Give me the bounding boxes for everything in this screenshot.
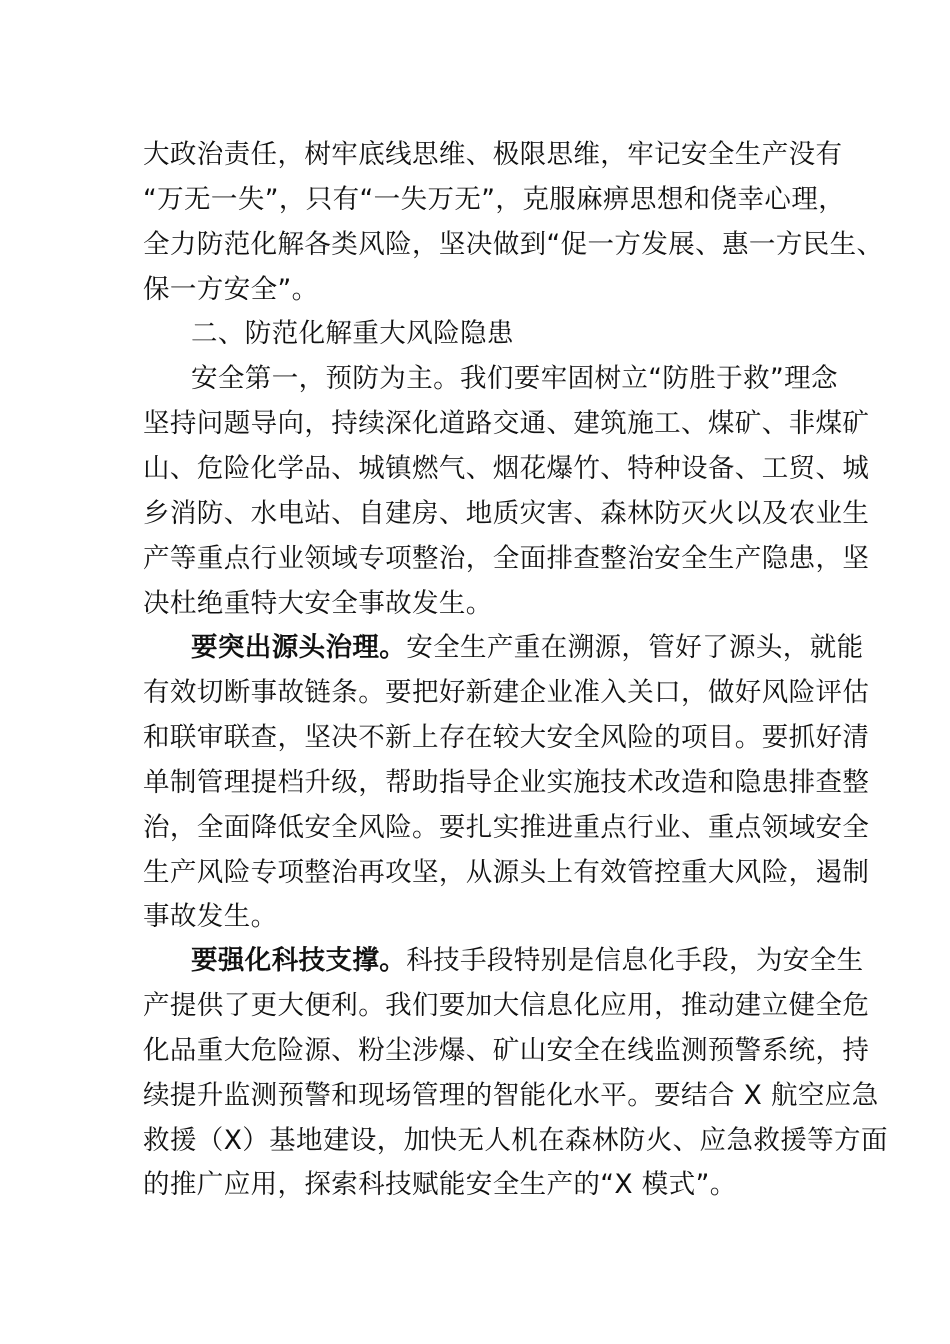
text-line: 事故发生。 <box>143 901 278 932</box>
text-line: 生产风险专项整治再攻坚，从源头上有效管控重大风险，遏制 <box>143 857 870 888</box>
text-line: 坚持问题导向，持续深化道路交通、建筑施工、煤矿、非煤矿 <box>143 408 870 439</box>
bold-heading-source-governance: 要突出源头治理。 <box>191 632 407 663</box>
text-line: 山、危险化学品、城镇燃气、烟花爆竹、特种设备、工贸、城 <box>143 453 870 484</box>
text-line: 续提升监测预警和现场管理的智能化水平。要结合 X 航空应急 <box>143 1080 879 1111</box>
text-line: 单制管理提档升级，帮助指导企业实施技术改造和隐患排查整 <box>143 767 870 798</box>
text-line: 产提供了更大便利。我们要加大信息化应用，推动建立健全危 <box>143 990 870 1021</box>
text-line: 科技手段特别是信息化手段，为安全生 <box>406 945 864 976</box>
text-line: 决杜绝重特大安全事故发生。 <box>143 588 493 619</box>
paragraph-lead <box>191 630 864 666</box>
text-line: 的推广应用，探索科技赋能安全生产的“X 模式”。 <box>143 1169 737 1200</box>
text-line: 有效切断事故链条。要把好新建企业准入关口，做好风险评估 <box>143 677 870 708</box>
text-line: 保一方安全”。 <box>143 274 319 305</box>
text-line: 安全第一，预防为主。我们要牢固树立“防胜于救”理念 <box>191 363 838 394</box>
text-line: “万无一失”，只有“一失万无”，克服麻痹思想和侥幸心理， <box>143 184 846 215</box>
text-line: 产等重点行业领域专项整治，全面排查整治安全生产隐患，坚 <box>143 543 870 574</box>
text-line: 救援（X）基地建设，加快无人机在森林防火、应急救援等方面 <box>143 1125 888 1156</box>
text-line: 安全生产重在溯源，管好了源头，就能 <box>406 632 864 663</box>
bold-heading-tech-support: 要强化科技支撑。 <box>191 945 407 976</box>
paragraph-lead <box>191 943 864 979</box>
text-line: 化品重大危险源、粉尘涉爆、矿山安全在线监测预警系统，持 <box>143 1035 870 1066</box>
text-line: 大政治责任，树牢底线思维、极限思维，牢记安全生产没有 <box>143 139 843 170</box>
section-heading: 二、防范化解重大风险隐患 <box>191 318 514 349</box>
text-line: 和联审联查，坚决不新上存在较大安全风险的项目。要抓好清 <box>143 722 870 753</box>
text-line: 乡消防、水电站、自建房、地质灾害、森林防灭火以及农业生 <box>143 498 870 529</box>
text-line: 治，全面降低安全风险。要扎实推进重点行业、重点领域安全 <box>143 812 870 843</box>
text-line: 全力防范化解各类风险，坚决做到“促一方发展、惠一方民生、 <box>143 229 884 260</box>
